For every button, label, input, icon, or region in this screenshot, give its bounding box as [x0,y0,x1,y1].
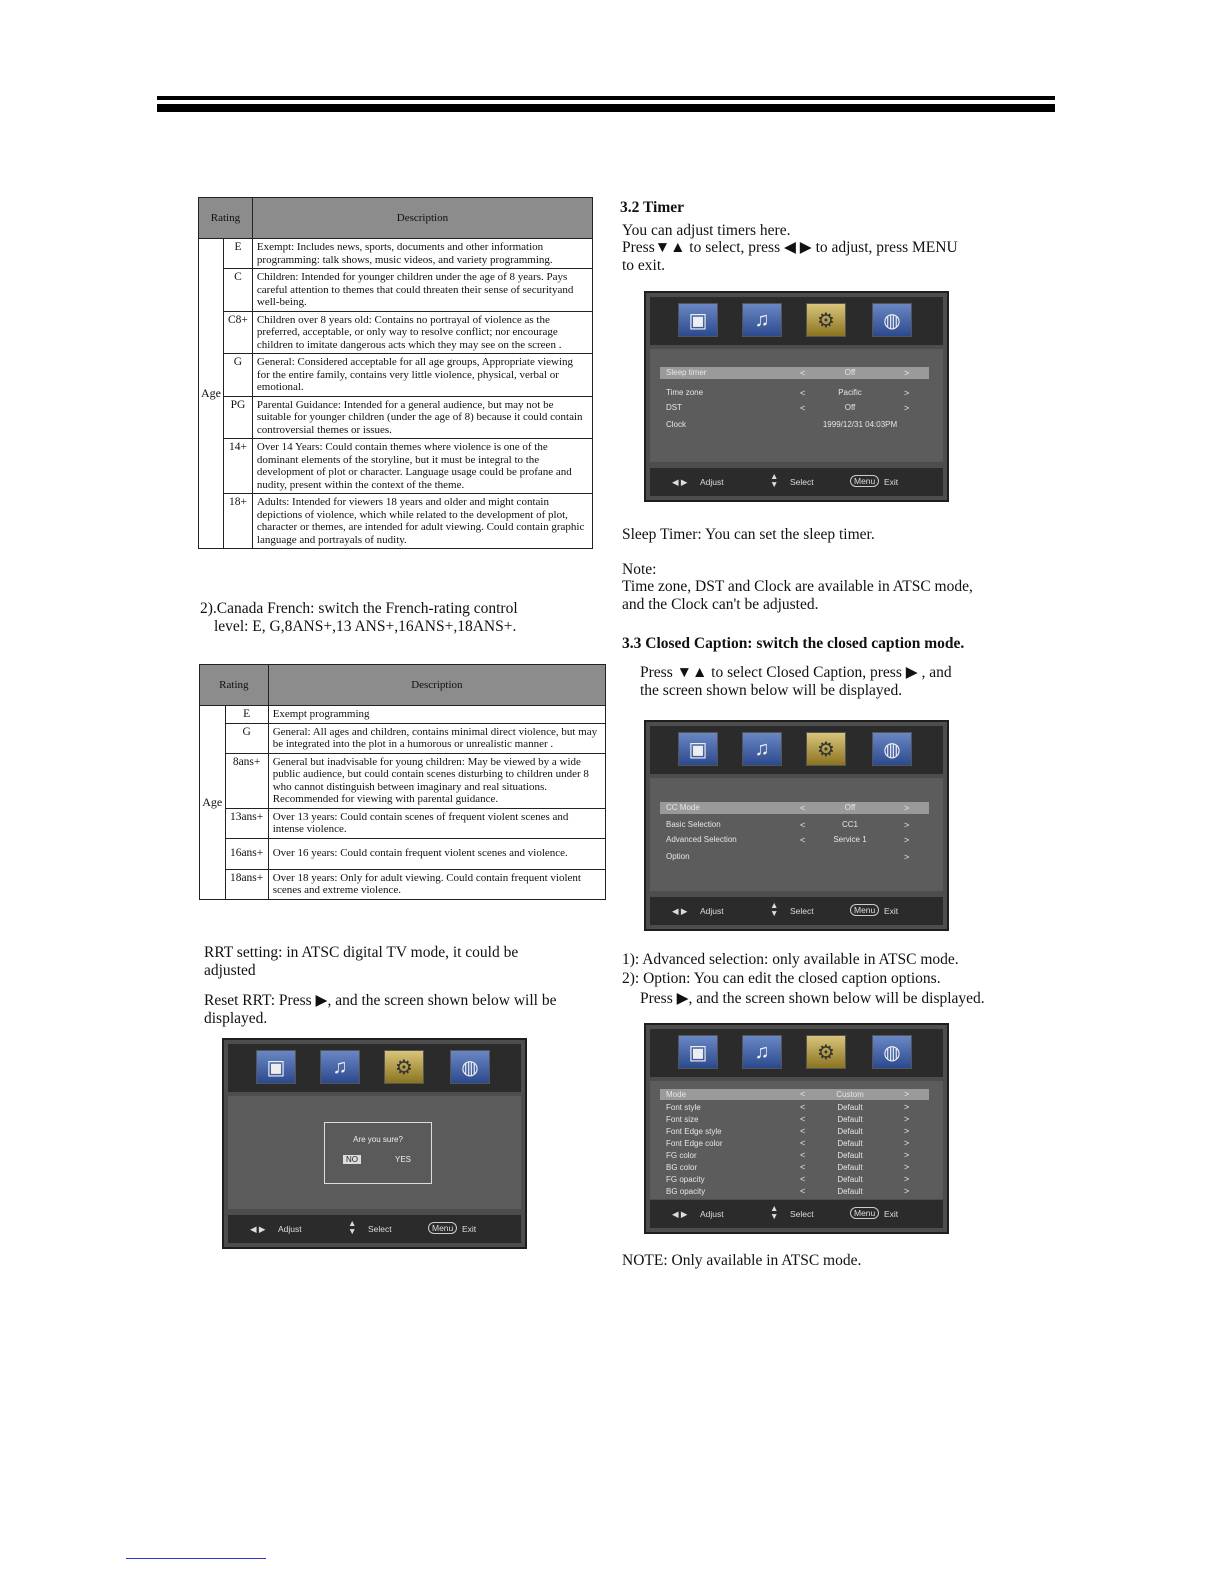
option-row-font-style[interactable] [660,1102,929,1113]
osd-icon-bar [650,1029,943,1077]
row-value: Off [844,403,856,412]
rating-desc: Parental Guidance: Intended for a general audience, but may not be suitable for younger children (under the age of 8) because it could contain controversial themes or issues. [252,396,592,439]
french-line1: 2).Canada French: switch the French-rating control [200,600,518,617]
description-header: Description [268,665,605,706]
exit-hint: Exit [462,1224,477,1234]
row-label: Clock [666,420,687,429]
channel-globe-icon[interactable]: ◍ [872,1035,912,1069]
row-label: BG opacity [666,1187,706,1196]
osd-footer [650,1200,943,1228]
cc-note2: 2): Option: You can edit the closed caption options. [622,970,941,987]
row-label: Font size [666,1115,699,1124]
closed-caption-screen [644,720,949,931]
row-label: Mode [666,1090,687,1099]
row-value: CC1 [841,820,858,829]
menu-button-icon: Menu [850,1207,879,1219]
chevron-right-icon[interactable]: > [904,1138,910,1148]
rating-code: G [225,723,268,753]
chevron-left-icon[interactable]: < [800,803,806,813]
rating-desc: Children: Intended for younger children under the age of 8 years. Pays careful attention to themes that could threaten their sense of securityand well-being. [252,269,592,312]
row-value: Default [837,1175,863,1184]
menu-row-sleep-timer[interactable] [660,367,929,379]
no-button[interactable]: NO [343,1155,361,1164]
up-down-arrows-icon: ▲ ▼ [770,1203,779,1221]
menu-button-icon: Menu [850,904,879,916]
osd-footer [650,468,943,496]
chevron-right-icon[interactable]: > [904,803,910,813]
menu-button-icon: Menu [850,475,879,487]
rating-code: PG [224,396,253,439]
rating-code: 13ans+ [225,808,268,838]
exit-hint: Exit [884,1209,899,1219]
cc-line2: the screen shown below will be displayed. [640,682,903,699]
picture-icon[interactable]: ▣ [678,732,718,766]
chevron-right-icon[interactable]: > [904,1102,910,1112]
chevron-left-icon[interactable]: < [800,1150,806,1160]
rating-desc: Over 14 Years: Could contain themes where violence is one of the dominant elements of the storyline, but it must be integral to the development of plot or character. Language usage could be profane and nudity, present within the context of the theme. [252,439,592,494]
left-right-arrows-icon: ◀ ▶ [672,477,688,487]
row-label: DST [666,403,682,412]
row-label: CC Mode [666,803,700,812]
chevron-left-icon[interactable]: < [800,1089,806,1099]
cc-line1: Press ▼▲ to select Closed Caption, press ▶ , and [640,664,952,681]
chevron-right-icon[interactable]: > [904,1186,910,1196]
up-down-arrows-icon: ▲ ▼ [770,900,779,918]
rating-header: Rating [199,198,253,239]
rating-code: E [224,239,253,269]
row-value: Default [837,1187,863,1196]
setup-gear-icon[interactable]: ⚙ [806,1035,846,1069]
rating-code: G [224,354,253,397]
rating-desc: Over 13 years: Could contain scenes of frequent violent scenes and intense violence. [268,808,605,838]
setup-gear-icon[interactable]: ⚙ [806,732,846,766]
dialog-question: Are you sure? [353,1135,403,1144]
adjust-hint: Adjust [700,1209,724,1219]
option-row-font-edge-style[interactable] [660,1126,929,1137]
picture-icon[interactable]: ▣ [678,303,718,337]
rating-code: 18+ [224,494,253,549]
row-label: FG opacity [666,1175,705,1184]
channel-globe-icon[interactable]: ◍ [450,1050,490,1084]
us-rating-table [198,197,593,549]
chevron-left-icon[interactable]: < [800,835,806,845]
footer-line [126,1558,266,1559]
rrt-line1: RRT setting: in ATSC digital TV mode, it could be [204,944,519,961]
timer-line2: Press▼▲ to select, press ◀ ▶ to adjust, press MENU [622,239,958,256]
select-hint: Select [790,906,814,916]
osd-body [650,349,943,462]
channel-globe-icon[interactable]: ◍ [872,732,912,766]
osd-icon-bar [650,726,943,774]
left-right-arrows-icon: ◀ ▶ [672,1209,688,1219]
row-value: 1999/12/31 04:03PM [822,420,898,429]
option-row-mode[interactable] [660,1089,929,1100]
menu-row-cc-mode[interactable] [660,802,929,814]
final-note: NOTE: Only available in ATSC mode. [622,1252,862,1269]
option-row-font-size[interactable] [660,1114,929,1125]
rating-header: Rating [200,665,269,706]
up-down-arrows-icon: ▲ ▼ [770,471,779,489]
chevron-right-icon[interactable]: > [904,1174,910,1184]
picture-icon[interactable]: ▣ [256,1050,296,1084]
row-value: Default [837,1127,863,1136]
row-label: Font Edge color [666,1139,723,1148]
option-row-fg-opacity[interactable] [660,1174,929,1185]
timer-heading: 3.2 Timer [620,199,685,216]
rating-code: 14+ [224,439,253,494]
option-row-bg-color[interactable] [660,1162,929,1173]
row-label: Advanced Selection [666,835,737,844]
rating-desc: General: All ages and children, contains minimal direct violence, but may be integrated into the plot in a humorous or unrealistic manner . [268,723,605,753]
chevron-left-icon[interactable]: < [800,403,806,413]
chevron-right-icon[interactable]: > [904,820,910,830]
sound-icon[interactable]: ♫ [742,732,782,766]
chevron-right-icon[interactable]: > [904,1126,910,1136]
chevron-left-icon[interactable]: < [800,388,806,398]
row-label: Option [666,852,690,861]
row-value: Off [844,803,856,812]
channel-globe-icon[interactable]: ◍ [872,303,912,337]
chevron-right-icon[interactable]: > [904,1089,910,1099]
row-label: FG color [666,1151,697,1160]
row-value: Custom [836,1090,864,1099]
setup-gear-icon[interactable]: ⚙ [806,303,846,337]
chevron-left-icon[interactable]: < [800,1114,806,1124]
row-value: Default [837,1139,863,1148]
row-label: Time zone [666,388,704,397]
row-value: Default [837,1151,863,1160]
chevron-left-icon[interactable]: < [800,1138,806,1148]
osd-footer [650,897,943,925]
osd-body [650,778,943,891]
cc-note3: Press ▶, and the screen shown below will be displayed. [640,990,985,1007]
chevron-left-icon[interactable]: < [800,368,806,378]
chevron-right-icon[interactable]: > [904,403,910,413]
chevron-right-icon[interactable]: > [904,1150,910,1160]
osd-icon-bar [650,297,943,345]
chevron-left-icon[interactable]: < [800,1162,806,1172]
chevron-left-icon[interactable]: < [800,1126,806,1136]
cc-heading: 3.3 Closed Caption: switch the closed caption mode. [622,635,965,652]
chevron-left-icon[interactable]: < [800,1102,806,1112]
note-line2: and the Clock can't be adjusted. [622,596,819,613]
timer-line3: to exit. [622,257,666,274]
left-right-arrows-icon: ◀ ▶ [672,906,688,916]
menu-row-option[interactable] [660,851,929,863]
note-label: Note: [622,561,657,578]
sleep-timer-text: Sleep Timer: You can set the sleep timer. [622,526,875,543]
rating-desc: Children over 8 years old: Contains no portrayal of violence as the preferred, acceptable, or only way to resolve conflict; nor encourage children to imitate dangerous acts which they may see on the screen . [252,311,592,354]
rating-desc: General but inadvisable for young children: May be viewed by a wide public audience, but could contain scenes disturbing to children under 8 who cannot distinguish between imaginary and real situations. Recommended for viewing with parental guidance. [268,753,605,808]
french-line2: level: E, G,8ANS+,13 ANS+,16ANS+,18ANS+. [214,618,517,635]
option-row-bg-opacity[interactable] [660,1186,929,1197]
row-label: Font Edge style [666,1127,722,1136]
row-label: BG color [666,1163,698,1172]
select-hint: Select [790,477,814,487]
row-label: Basic Selection [666,820,721,829]
chevron-right-icon[interactable]: > [904,852,910,862]
rating-code: E [225,706,268,724]
rating-desc: Over 18 years: Only for adult viewing. Could contain frequent violent scenes and extreme violence. [268,869,605,899]
exit-hint: Exit [884,477,899,487]
note-line1: Time zone, DST and Clock are available in ATSC mode, [622,578,973,595]
timer-line1: You can adjust timers here. [622,222,791,239]
option-row-fg-color[interactable] [660,1150,929,1161]
row-label: Font style [666,1103,701,1112]
adjust-hint: Adjust [278,1224,302,1234]
header-rule-thin [157,96,1055,100]
rating-desc: Exempt: Includes news, sports, documents and other information programming: talk shows, music videos, and variety programming. [252,239,592,269]
french-rating-table [199,664,606,900]
age-label: Age [200,706,226,900]
menu-row-advanced-selection[interactable] [660,834,929,846]
chevron-right-icon[interactable]: > [904,368,910,378]
timer-screen [644,291,949,502]
yes-button[interactable]: YES [395,1155,412,1164]
rating-desc: Adults: Intended for viewers 18 years and older and might contain depictions of violence, which while related to the development of plot, character or themes, are intended for adult viewing. Could contain graphic language and portrayals of nudity. [252,494,592,549]
setup-gear-icon[interactable]: ⚙ [384,1050,424,1084]
row-value: Default [837,1103,863,1112]
rating-code: 18ans+ [225,869,268,899]
rating-code: C8+ [224,311,253,354]
menu-row-clock [660,419,929,431]
option-row-font-edge-color[interactable] [660,1138,929,1149]
chevron-right-icon[interactable]: > [904,388,910,398]
osd-icon-bar [228,1044,521,1092]
rating-desc: Exempt programming [268,706,605,724]
reset-rrt-screen [222,1038,527,1249]
row-value: Service 1 [833,835,867,844]
osd-footer [228,1215,521,1243]
chevron-left-icon[interactable]: < [800,820,806,830]
reset-line1: Reset RRT: Press ▶, and the screen shown below will be [204,992,557,1009]
osd-body [650,1081,943,1199]
picture-icon[interactable]: ▣ [678,1035,718,1069]
left-right-arrows-icon: ◀ ▶ [250,1224,266,1234]
confirm-dialog [324,1122,432,1184]
chevron-right-icon[interactable]: > [904,1114,910,1124]
row-value: Pacific [838,388,862,397]
age-label: Age [199,239,224,549]
sound-icon[interactable]: ♫ [320,1050,360,1084]
exit-hint: Exit [884,906,899,916]
rating-desc: General: Considered acceptable for all age groups, Appropriate viewing for the entire family, contains very little violence, physical, verbal or emotional. [252,354,592,397]
select-hint: Select [790,1209,814,1219]
row-label: Sleep timer [666,368,707,377]
rating-code: C [224,269,253,312]
cc-note1: 1): Advanced selection: only available in ATSC mode. [622,951,959,968]
menu-row-dst[interactable] [660,402,929,414]
menu-button-icon: Menu [428,1222,457,1234]
sound-icon[interactable]: ♫ [742,1035,782,1069]
rating-code: 8ans+ [225,753,268,808]
select-hint: Select [368,1224,392,1234]
row-value: Default [837,1163,863,1172]
sound-icon[interactable]: ♫ [742,303,782,337]
row-value: Default [837,1115,863,1124]
menu-row-time-zone[interactable] [660,387,929,399]
chevron-left-icon[interactable]: < [800,1186,806,1196]
header-rule-thick [157,104,1055,112]
adjust-hint: Adjust [700,477,724,487]
rating-desc: Over 16 years: Could contain frequent violent scenes and violence. [268,838,605,869]
chevron-left-icon[interactable]: < [800,1174,806,1184]
chevron-right-icon[interactable]: > [904,835,910,845]
menu-row-basic-selection[interactable] [660,819,929,831]
rating-code: 16ans+ [225,838,268,869]
rrt-line2: adjusted [204,962,256,979]
reset-line2: displayed. [204,1010,268,1027]
row-value: Off [844,368,856,377]
adjust-hint: Adjust [700,906,724,916]
up-down-arrows-icon: ▲ ▼ [348,1218,357,1236]
cc-options-screen [644,1023,949,1234]
osd-body [228,1096,521,1209]
chevron-right-icon[interactable]: > [904,1162,910,1172]
description-header: Description [252,198,592,239]
